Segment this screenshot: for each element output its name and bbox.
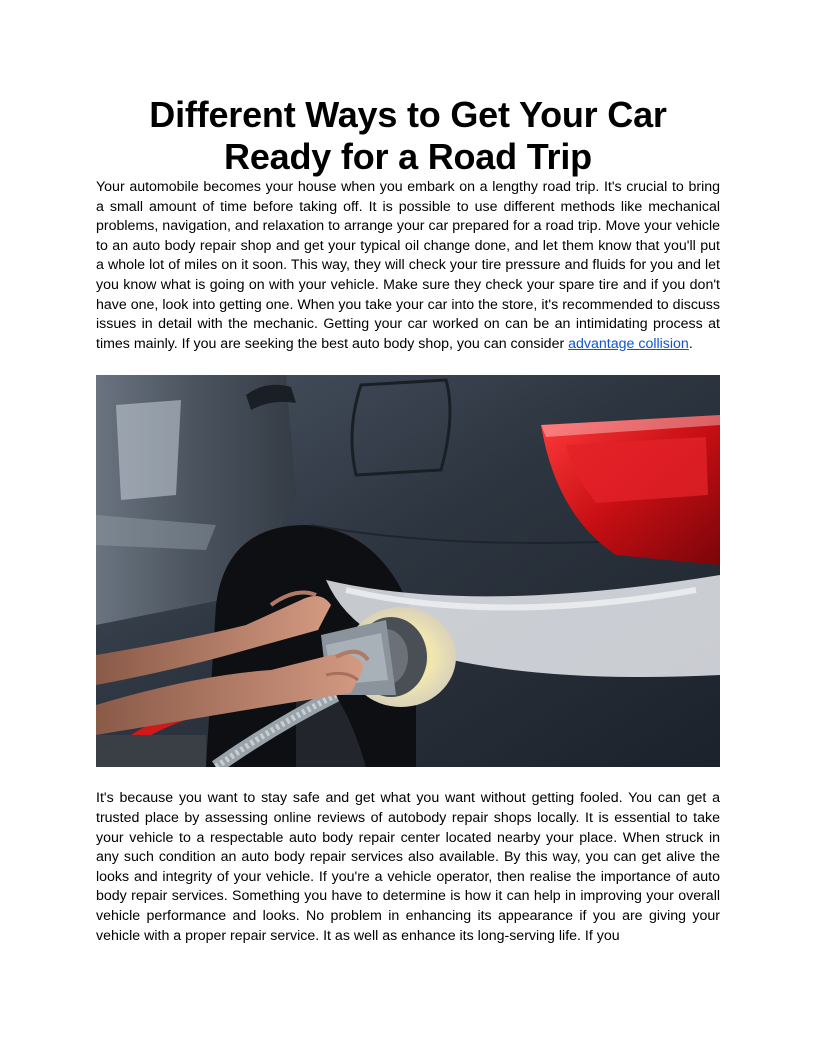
body-paragraph: It's because you want to stay safe and get what you want without getting fooled. You can get a trusted place by assessing online reviews of autobody repair shops locally. It is essential to take your vehicle to a respectable auto body repair center located nearby your place. When struck in any such condition an auto body repair services also available. By this way, you can get alive the looks and integrity of your vehicle. If you're a vehicle operator, then realise the importance of auto body repair services. Something you have to determine is how it can help in improving your overall vehicle performance and looks. No problem in enhancing its appearance if you are giving your vehicle with a proper repair service. It as well as enhance its long-serving life. If you: [96, 790, 720, 944]
document-title: Different Ways to Get Your Car Ready for a Road Trip: [149, 94, 667, 177]
car-body-repair-photo: [96, 375, 720, 767]
intro-text-end: .: [688, 335, 693, 352]
intro-text: Your automobile becomes your house when you embark on a lengthy road trip. It's crucial to bring a small amount of time before taking off. It is possible to use different methods like mechanical problems, navigation, and relaxation to arrange your car prepared for a road trip. Move your vehicle to an auto body repair shop and get your typical oil change done, and let them know that you'll put a whole lot of miles on it soon. This way, they will check your tire pressure and fluids for you and let you know what is going on with your vehicle. Make sure they check your spare tire and if you don't have one, look into getting one. When you take your car into the store, it's recommended to discuss issues in detail with the mechanic. Getting your car worked on can be an intimidating process at times mainly. If you are seeking the best auto body shop, you can consider: [96, 179, 720, 352]
document-page: [96, 94, 720, 946]
intro-paragraph: [96, 178, 720, 354]
advantage-collision-link[interactable]: advantage collision: [568, 335, 689, 352]
